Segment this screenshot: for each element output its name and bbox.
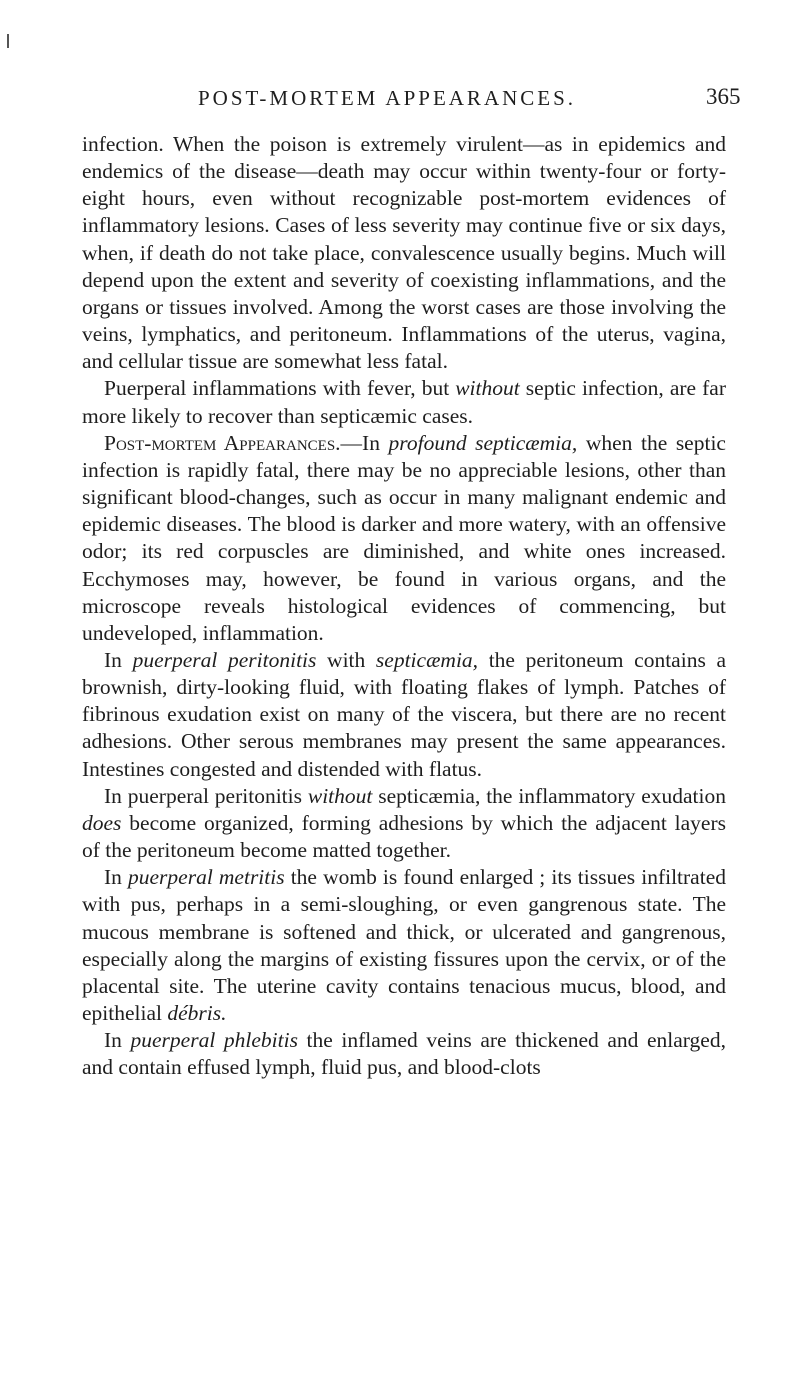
text-run: In: [104, 647, 133, 672]
text-run: In: [104, 865, 129, 890]
text-run: In puerperal peritonitis: [104, 783, 308, 808]
paragraph-4: [82, 647, 726, 783]
running-title: POST-MORTEM APPEARANCES.: [198, 86, 577, 110]
paragraph-1: [82, 131, 726, 375]
italic-text: débris.: [167, 1001, 227, 1025]
text-run: the womb is found enlarged ; its tissues infiltrated with pus, perhaps in a semi-sloughing, or even gangrenous state. The mucous membrane is softened and thick, or ulcerated and gangrenous, especially along the margins of existing fissures upon the cervix, or of the placental site. The uterine cavity contains tenacious mucus, blood, and epithelial: [82, 865, 726, 1025]
paragraph-2: [82, 375, 726, 429]
text-run: the inflamed veins are thickened and enlarged, and contain effused lymph, fluid pus, and blood-clots: [82, 1028, 726, 1080]
text-run: infection. When the poison is extremely virulent—as in epidemics and endemics of the disease—death may occur within twenty-four or forty-eight hours, even without recognizable post-mortem evidences of inflammatory lesions. Cases of less severity may continue five or six days, when, if death do not take place, convalescence usually begins. Much will depend upon the extent and severity of coexisting inflammations, and the organs or tissues involved. Among the worst cases are those involving the veins, lymphatics, and peritoneum. Inflammations of the uterus, vagina, and cellular tissue are somewhat less fatal.: [82, 132, 726, 374]
text-run: become organized, forming adhesions by which the adjacent layers of the peritoneum become matted together.: [82, 810, 726, 863]
text-run: the peritoneum contains a brownish, dirty-looking fluid, with floating flakes of lymph. Patches of fibrinous exudation exist on many of the viscera, but there are no recent adhesions. Other serous membranes may present the same appearances. Intestines congested and distended with flatus.: [82, 647, 726, 781]
italic-text: puerperal phlebitis: [130, 1028, 298, 1053]
text-run: septic infection, are far more likely to recover than septicæmic cases.: [82, 376, 726, 428]
paragraph-5: [82, 783, 726, 864]
margin-mark: [7, 34, 9, 48]
text-run: Puerperal inflammations with fever, but: [104, 376, 456, 401]
paragraph-3: [82, 430, 726, 647]
italic-text: profound septicæmia,: [388, 430, 578, 455]
paragraph-7: [82, 1027, 726, 1081]
section-heading: Post-mortem Appearances.: [104, 430, 341, 455]
text-run: septicæmia, the inflammatory exudation: [372, 783, 726, 808]
paragraph-6: [82, 864, 726, 1027]
italic-text: septicæmia,: [375, 647, 479, 672]
italic-text: puerperal peritonitis: [132, 647, 317, 672]
italic-text: does: [82, 810, 122, 835]
text-run: with: [316, 647, 376, 672]
text-run: when the septic infection is rapidly fatal, there may be no appreciable lesions, other than significant blood-changes, such as occur in many malignant endemic and epidemic diseases. The blood is darker and more watery, with an offensive odor; its red corpuscles are diminished, and white ones increased. Ecchymoses may, however, be found in various organs, and the microscope reveals histological evidences of commencing, but undeveloped, inflammation.: [82, 430, 726, 645]
italic-text: puerperal metritis: [128, 865, 285, 890]
text-run: In: [104, 1028, 131, 1053]
body-text: [82, 131, 726, 1081]
text-run: —In: [340, 430, 389, 455]
page-number: 365: [706, 84, 741, 109]
italic-text: without: [307, 783, 373, 808]
italic-text: without: [455, 376, 520, 401]
